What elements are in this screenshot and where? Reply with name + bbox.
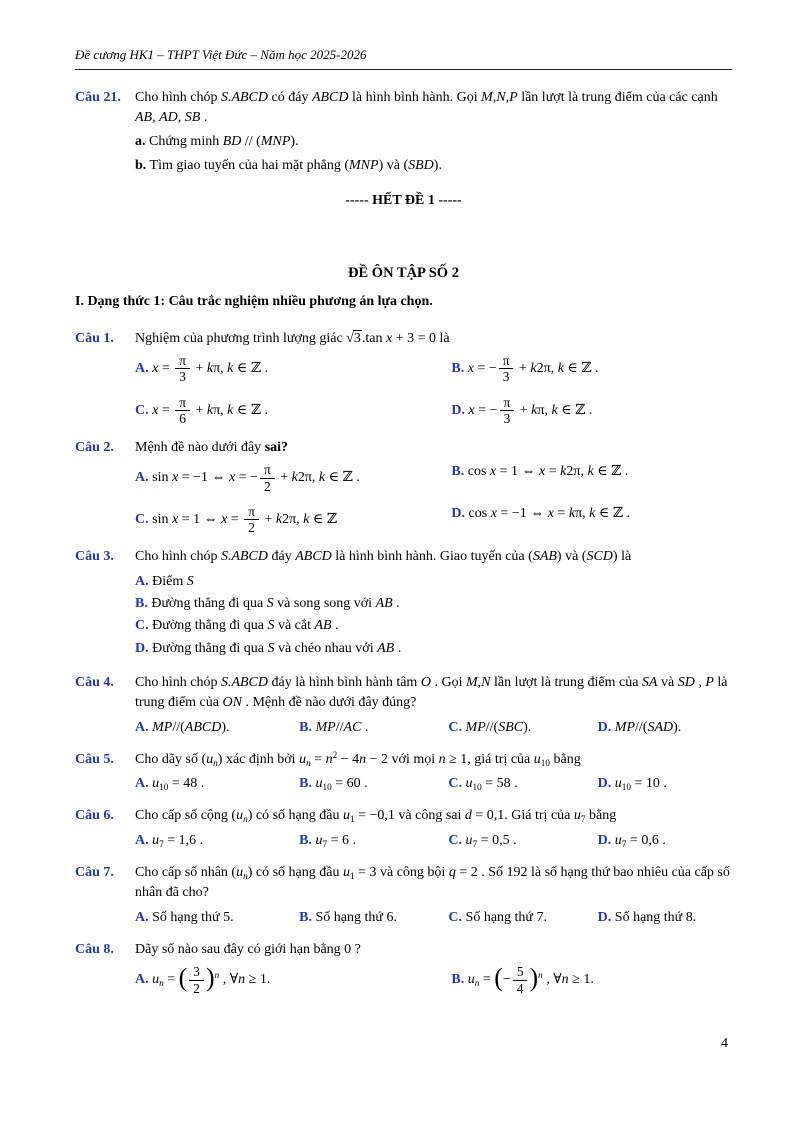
option-A [135, 462, 451, 494]
question-body [135, 547, 732, 660]
question-label: Câu 1. [75, 330, 114, 346]
question [75, 673, 732, 738]
option-D [135, 639, 732, 659]
question [75, 329, 732, 426]
option-C [448, 774, 597, 794]
option-A [135, 572, 732, 592]
option-letter: B. [451, 360, 465, 376]
option-C [135, 504, 451, 536]
option-D [598, 908, 732, 928]
option-text: Đường thẳng đi qua S và cắt AB . [152, 618, 339, 634]
option-text: x = − $\frac{\pi}{3}$ + k2π, k ∈ ℤ . [467, 352, 599, 385]
question [75, 863, 732, 928]
option-letter: D. [597, 719, 612, 735]
question-stem: Cho hình chóp S.ABCD có đáy ABCD là hình bình hành. Gọi M,N,P lần lượt là trung điểm của các cạnh AB, AD, SB . [135, 89, 718, 126]
option-A [135, 718, 299, 738]
option-D [598, 831, 732, 851]
option-text: Số hạng thứ 6. [315, 909, 397, 925]
option-A [135, 908, 299, 928]
option-text: $u_7 = 0,6$ . [614, 832, 666, 849]
option-text: x = $\frac{\pi}{6}$ + kπ, k ∈ ℤ . [152, 394, 268, 426]
option-D [598, 774, 732, 794]
question-body [135, 806, 732, 851]
option-B [299, 774, 448, 794]
option-letter: A. [135, 972, 149, 988]
question-stem: Cho hình chóp S.ABCD đáy là hình bình hành tâm O . Gọi M,N lần lượt là trung điểm của SA và SD , P là trung điểm của ON . Mệnh đề nào dưới đây đúng? [135, 674, 728, 711]
option-letter: D. [597, 832, 612, 848]
option-B [299, 908, 448, 928]
question-body [135, 940, 732, 996]
option-text: Số hạng thứ 7. [465, 909, 548, 925]
option-C [448, 718, 597, 738]
options [135, 718, 732, 738]
option-text: $u_n$ = (− $\frac{5}{4}$ )$^n$ , ∀n ≥ 1. [467, 963, 594, 996]
option-B [451, 462, 732, 494]
question [75, 940, 732, 996]
option-letter: B. [299, 719, 313, 735]
option-C [448, 831, 597, 851]
option-letter: B. [299, 909, 313, 925]
options [135, 462, 732, 535]
option-text: Đường thẳng đi qua S và chéo nhau với AB . [152, 640, 402, 656]
option-text: x = $\frac{\pi}{3}$ + kπ, k ∈ ℤ . [152, 352, 268, 385]
question-part-a [135, 132, 732, 152]
part-label: a. [135, 134, 146, 150]
exam-2-title: ĐỀ ÔN TẬP SỐ 2 [348, 265, 459, 282]
option-letter: D. [451, 402, 466, 418]
option-text: $u_7 = 6$ . [315, 832, 357, 849]
document-header [75, 46, 732, 70]
question-stem: Dãy số nào sau đây có giới hạn bằng 0 ? [135, 941, 361, 957]
option-text: Số hạng thứ 8. [614, 909, 697, 925]
option-text: MP//(ABCD). [152, 719, 230, 735]
option-letter: C. [448, 909, 463, 925]
question-21 [75, 88, 732, 179]
option-letter: D. [597, 909, 612, 925]
option-A [135, 774, 299, 794]
option-letter: A. [135, 573, 149, 589]
question-part-b [135, 156, 732, 176]
option-letter: C. [135, 402, 149, 418]
option-letter: B. [451, 464, 465, 480]
question-stem: Cho cấp số cộng $(u_n)$ có số hạng đầu $u_1 = -0,1$ và công sai d = 0,1. Giá trị của $u_7$ bằng [135, 808, 617, 825]
question-label: Câu 7. [75, 865, 114, 881]
option-B [135, 594, 732, 614]
question [75, 547, 732, 660]
end-of-exam-1-marker: ----- HẾT ĐỀ 1 ----- [345, 193, 462, 209]
question-body [135, 329, 732, 426]
options [135, 964, 732, 996]
option-text: $u_{10} = 48$ . [152, 776, 205, 792]
question [75, 750, 732, 795]
option-letter: D. [597, 776, 612, 792]
options [135, 908, 732, 928]
option-text: MP//(SBC). [465, 719, 532, 735]
question-label: Câu 6. [75, 808, 114, 824]
option-letter: A. [135, 360, 149, 376]
option-letter: A. [135, 776, 149, 792]
options [135, 774, 732, 794]
option-letter: C. [135, 511, 149, 527]
page-number: 4 [721, 1036, 728, 1051]
option-text: sin x = −1 ⇔ x = − $\frac{\pi}{2}$ + k2π, k ∈ ℤ . [152, 462, 360, 494]
question-body [135, 438, 732, 535]
options [135, 572, 732, 659]
question-label: Câu 21. [75, 89, 121, 105]
option-A [135, 831, 299, 851]
question [75, 438, 732, 535]
option-letter: C. [448, 776, 463, 792]
header-text: Đề cương HK1 – THPT Việt Đức – Năm học 2025-2026 [75, 47, 367, 62]
option-text: Điểm S [152, 573, 194, 589]
part-text: Chứng minh BD // (MNP). [149, 134, 299, 150]
option-text: cos x = 1 ⇔ x = k2π, k ∈ ℤ . [467, 464, 629, 480]
option-letter: C. [448, 719, 463, 735]
option-B [451, 964, 732, 996]
option-letter: B. [299, 832, 313, 848]
option-letter: A. [135, 719, 149, 735]
question-body [135, 88, 732, 179]
question-label: Câu 4. [75, 674, 114, 690]
part-text: Tìm giao tuyến của hai mặt phẳng (MNP) và (SBD). [149, 157, 442, 173]
option-letter: B. [299, 776, 313, 792]
option-C [135, 616, 732, 636]
option-D [451, 395, 732, 427]
option-B [299, 718, 448, 738]
question-stem: Cho cấp số nhân $(u_n)$ có số hạng đầu $u_1 = 3$ và công bội q = 2 . Số 192 là số hạng thứ bao nhiêu của cấp số nhân đã cho? [135, 865, 730, 901]
option-text: $u_7 = 0,5$ . [465, 832, 517, 849]
section-1-heading: I. Dạng thức 1: Câu trắc nghiệm nhiều phương án lựa chọn. [75, 294, 433, 310]
question-stem: Nghiệm của phương trình lượng giác √3.tan x + 3 = 0 là [135, 330, 450, 346]
option-letter: D. [135, 640, 149, 656]
option-text: $u_{10} = 58$ . [465, 776, 518, 792]
option-D [598, 718, 732, 738]
option-text: MP//(SAD). [614, 719, 682, 735]
option-letter: B. [135, 596, 148, 612]
option-D [451, 504, 732, 536]
question-stem: Cho dãy số $(u_n)$ xác định bởi $u_n = n^2 - 4n - 2$ với mọi n ≥ 1, giá trị của $u_{10}$ bằng [135, 749, 581, 768]
option-text: sin x = 1 ⇔ x = $\frac{\pi}{2}$ + k2π, k ∈ ℤ [152, 503, 337, 536]
option-C [135, 395, 451, 427]
option-A [135, 964, 451, 996]
part-label: b. [135, 157, 147, 173]
option-letter: A. [135, 470, 149, 486]
question-body [135, 673, 732, 738]
option-A [135, 353, 451, 385]
option-letter: C. [448, 832, 463, 848]
questions-list [75, 329, 732, 996]
question-body [135, 863, 732, 928]
question-label: Câu 2. [75, 440, 114, 456]
option-text: x = − $\frac{\pi}{3}$ + kπ, k ∈ ℤ . [468, 394, 593, 426]
option-text: MP//AC . [315, 719, 369, 735]
question-label: Câu 8. [75, 941, 114, 957]
option-text: Đường thẳng đi qua S và song song với AB . [151, 596, 400, 612]
option-text: $u_7 = 1,6$ . [152, 832, 204, 849]
question-stem: Cho hình chóp S.ABCD đáy ABCD là hình bình hành. Giao tuyến của (SAB) và (SCD) là [135, 549, 632, 565]
option-B [299, 831, 448, 851]
option-text: $u_n$ = ( $\frac{3}{2}$ )$^n$ , ∀n ≥ 1. [152, 963, 271, 996]
question [75, 806, 732, 851]
question-body [135, 750, 732, 795]
option-letter: D. [451, 505, 466, 521]
option-B [451, 353, 732, 385]
option-letter: A. [135, 832, 149, 848]
option-C [448, 908, 597, 928]
options [135, 831, 732, 851]
question-label: Câu 3. [75, 549, 114, 565]
question-stem: Mệnh đề nào dưới đây sai? [135, 440, 289, 456]
option-text: $u_{10} = 60$ . [315, 776, 368, 792]
option-text: cos x = −1 ⇔ x = kπ, k ∈ ℤ . [468, 505, 630, 521]
option-letter: A. [135, 909, 149, 925]
option-text: $u_{10} = 10$ . [614, 776, 667, 792]
option-letter: B. [451, 972, 465, 988]
options [135, 353, 732, 426]
option-letter: C. [135, 618, 149, 634]
question-label: Câu 5. [75, 751, 114, 767]
option-text: Số hạng thứ 5. [152, 909, 234, 925]
